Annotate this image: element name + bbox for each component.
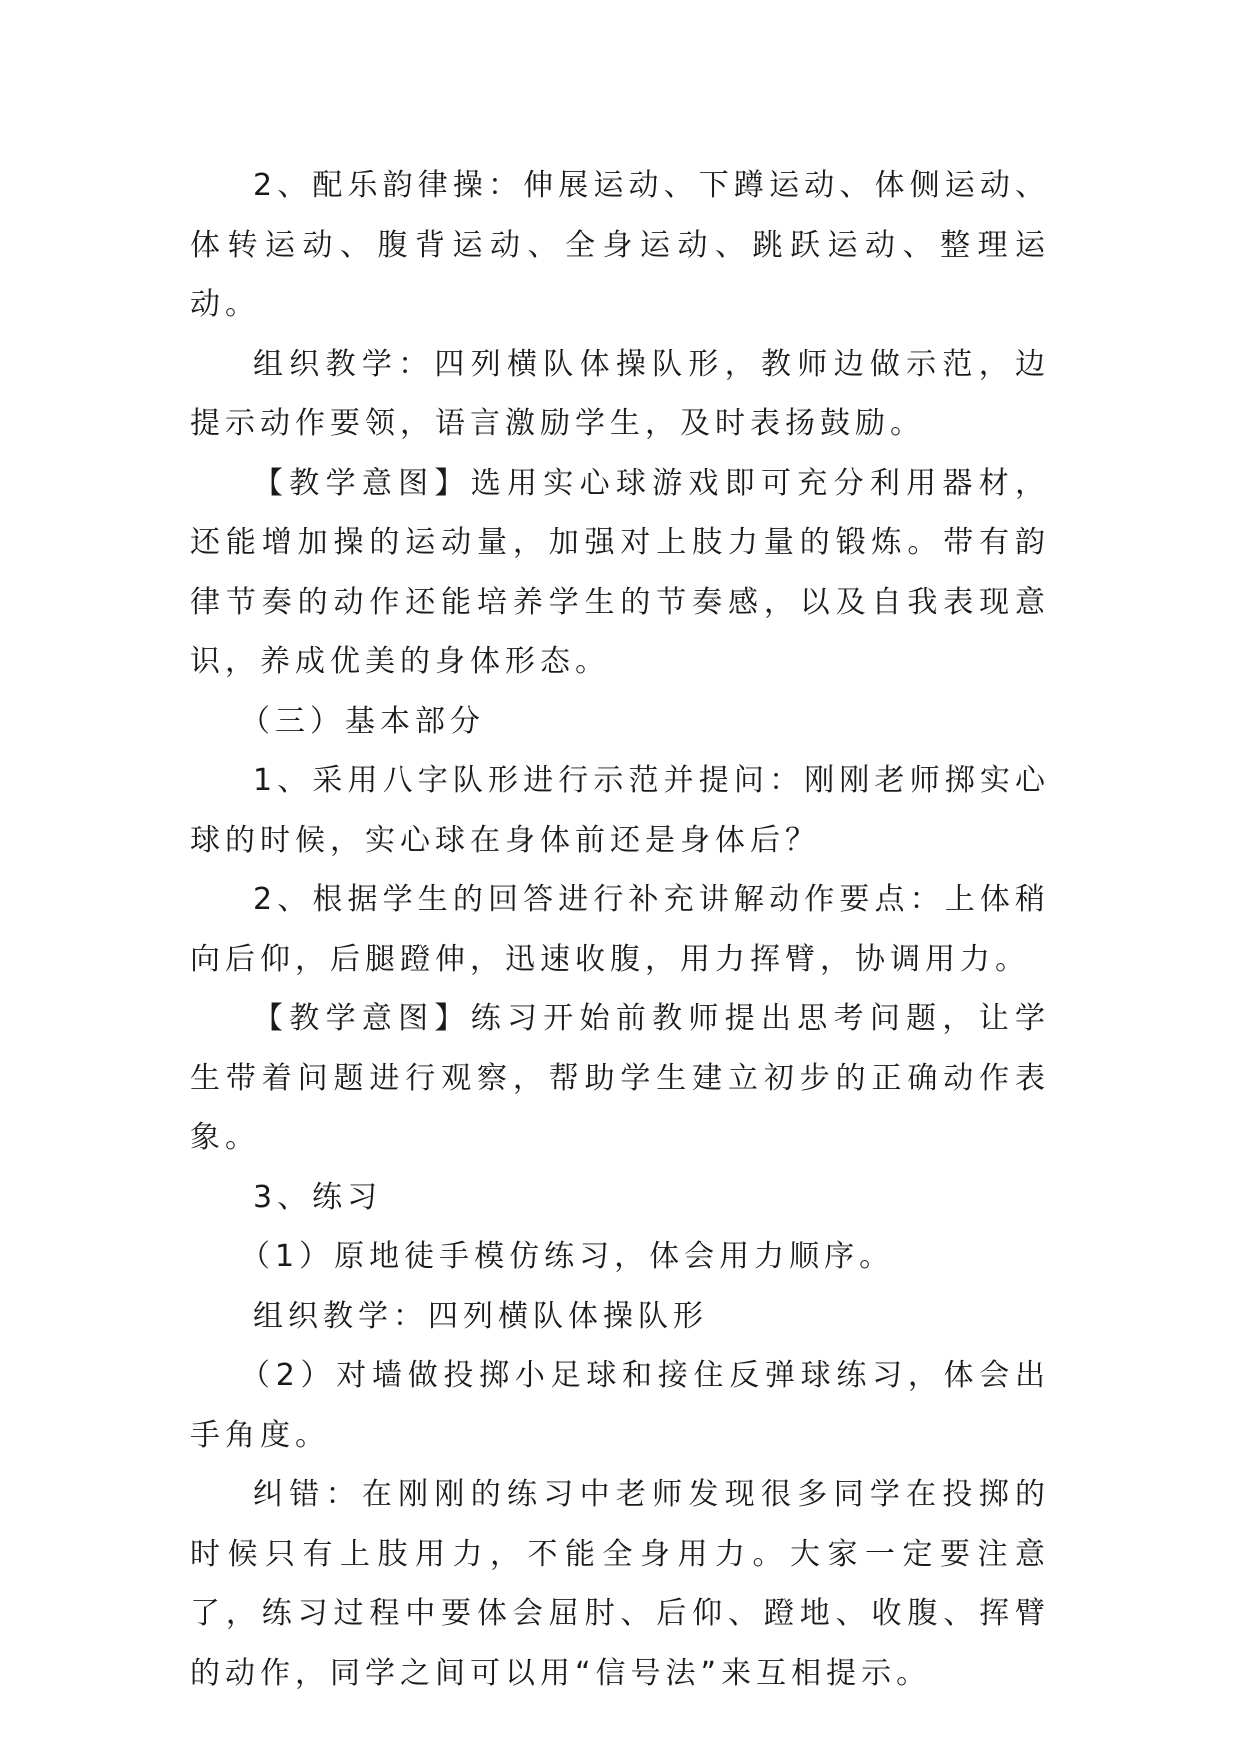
paragraph-practice-heading: 3、练习 [253, 1179, 383, 1215]
paragraph-organization-2: 组织教学：四列横队体操队形 [253, 1298, 708, 1334]
paragraph-practice-1: （1）原地徒手模仿练习，体会用力顺序。 [240, 1239, 895, 1274]
paragraph-rhythmic-exercise: 2、配乐韵律操：伸展运动、下蹲运动、体侧运动、体转运动、腹背运动、全身运动、跳跃运动、整理运动。 [190, 168, 1050, 322]
paragraph-demonstration-question: 1、采用八字队形进行示范并提问：刚刚老师掷实心球的时候，实心球在身体前还是身体后？ [190, 763, 1050, 858]
paragraph-teaching-intent-2: 【教学意图】练习开始前教师提出思考问题，让学生带着问题进行观察，帮助学生建立初步的正确动作表象。 [190, 1001, 1050, 1155]
paragraph-practice-2: （2）对墙做投掷小足球和接住反弹球练习，体会出手角度。 [190, 1358, 1050, 1453]
paragraph-key-points: 2、根据学生的回答进行补充讲解动作要点：上体稍向后仰，后腿蹬伸，迅速收腹，用力挥臂，协调用力。 [190, 882, 1050, 977]
paragraph-teaching-intent-1: 【教学意图】选用实心球游戏即可充分利用器材，还能增加操的运动量，加强对上肢力量的锻炼。带有韵律节奏的动作还能培养学生的节奏感，以及自我表现意识，养成优美的身体形态。 [190, 465, 1050, 679]
document-body [190, 156, 1050, 1703]
paragraph-error-correction: 纠错：在刚刚的练习中老师发现很多同学在投掷的时候只有上肢用力，不能全身用力。大家一定要注意了，练习过程中要体会屈肘、后仰、蹬地、收腹、挥臂的动作，同学之间可以用“信号法”来互相提示。 [190, 1477, 1050, 1691]
paragraph-organization-1: 组织教学：四列横队体操队形，教师边做示范，边提示动作要领，语言激励学生，及时表扬鼓励。 [190, 346, 1050, 441]
section-heading-basic-part: （三）基本部分 [240, 703, 485, 739]
